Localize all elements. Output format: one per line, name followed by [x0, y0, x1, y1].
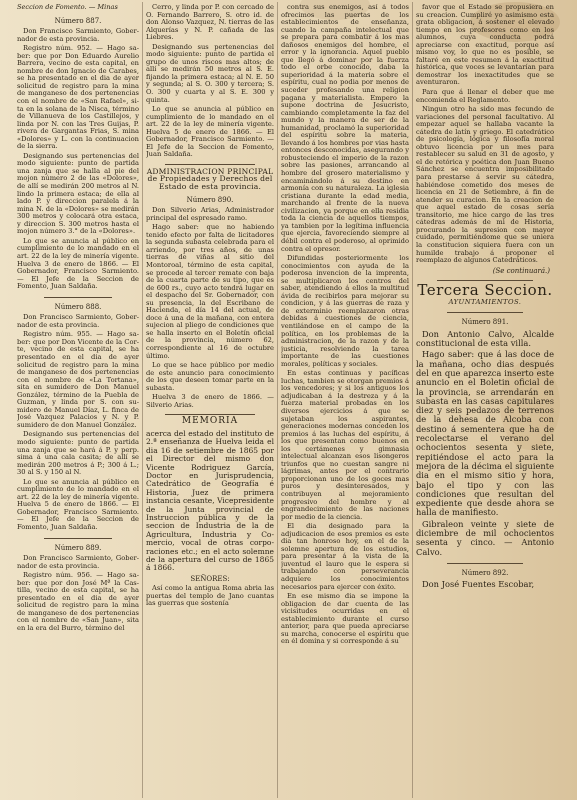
notice-887-para: Lo que se anuncia al público en cumplimiento de lo mandado en el art. 22 de la ley de minería vigente. Huelva 3 de enero de 1866. — El Gobernador, Francisco Sarmiento. — El Jefe de la Seccion de Fomento, Juan Saldaña.	[17, 236, 139, 291]
notice-number-892: Número 892.	[461, 568, 509, 577]
memoria-title: MEMORIA	[181, 416, 239, 427]
notice-891-para: Gibraleon veinte y siete de diciembre de mil ochocientos sesenta y cinco. — Antonio Calvo.	[416, 518, 554, 557]
column-2	[146, 4, 274, 610]
notice-number-890: Número 890.	[186, 195, 234, 204]
memoria-para: Así como la antigua Roma abria las puertas del templo de Jano cuantas las guerras que sostenía	[146, 584, 274, 608]
notice-number-891: Número 891.	[461, 318, 509, 327]
notice-888-para: Lo que se anuncia al público en cumplimiento de lo mandado en el art. 22 de la ley de minería vigente. Huelva 5 de enero de 1866. — El Gobernador, Francisco Sarmiento. — El Jefe de la Seccion de Fomento, Juan Saldaña.	[17, 477, 139, 531]
separator-rule	[44, 297, 111, 298]
memoria-body-para: favor que el Estado se propusiera en su creacion. Cumpliré yo asimismo esta grata obligacion, á sostener el elevado tiempo en los profesores como en los alumnos, cuya conducta podrá apreciarse con exactitud, porque así mismo voy, lo que no es posible, se faltaré en este resumen á la exactitud histórica, que voces se levantarían para demostrar los inexactitudes que se aventuraron.	[416, 4, 554, 87]
separator-rule	[44, 538, 111, 539]
notice-889-cont: Designando sus pertenencias del modo siguiente: punto de partida el grupo de unos riscos mas altos; de allí se medirán 50 metros al S. E. fijando la primera estaca; al N. E. 50 y segunda; al S. O. 300 y tercera; S. O. 300 y cuarta y al S. E. 300 y quinta.	[146, 42, 274, 104]
notice-890-para: Huelva 3 de enero de 1866. — Silverio Arias.	[146, 393, 274, 409]
notice-890-para: Lo que se hace público por medio de este anuncio para conocimiento de los que deseen tomar parte en la subasta.	[146, 361, 274, 392]
separator-rule	[447, 563, 523, 564]
column-1	[17, 4, 139, 635]
column-3	[281, 4, 409, 648]
notice-888-para: Designando sus pertenencias del modo siguiente: punto de partida una zanja que se hará á P. y perp. sima á una cala casita; de allí se medirán 200 metros á P.; 300 á L.; 30 al S. y 150 al N.	[17, 430, 139, 477]
memoria-body-para: contra sus enemigos, así á todos ofrecimos las puertas de los establecimientos de enseñanza, cuando la campaña intelectual que se prepara para combatir á los mas dañosos enemigos del hombre, el error y la ignorancia. Aquel pueblo que llegó á dominar por la fuerza todo el orbe conocido, daba la superioridad á la materia sobre el espíritu, cual no podia por menos de suceder profesando una religion pagana y materialista. Empero la supone doctrina de Jesucristo, cambiando completamente la faz del mundo y la manera de ser de la humanidad, proclamó la superioridad del espíritu sobre la materia, llevando á los hombres por vias hasta entonces desconocidas, asegurando y robusteciendo el imperio de la razon sobre las pasiones, arrancando al hombre del grosero materialismo y encaminándolo á su destino en armonía con su naturaleza. La iglesia cristiana durante la edad media, marchando al frente de la nueva civilizacion, ya porque en ella residia toda la ciencia de aquellos tiempos, ya tambien por la legítima influencia que ejercia, favoreciendo siempre al débil contra el poderoso, al oprimido contra el opresor.	[281, 4, 409, 253]
notice-number-888: Número 888.	[54, 302, 102, 311]
column-divider	[142, 2, 143, 798]
notice-889-cont: Lo que se anuncia al público en cumplimiento de lo mandado en el art. 22 de la ley de minería vigente. Huelva 5 de enero de 1866. — El Gobernador, Francisco Sarmiento. — El Jefe de la Seccion de Fomento, Juan Saldaña.	[146, 105, 274, 159]
notice-889-para: Registro núm. 956. — Hago saber: que por don José Mª la Castilla, vecino de esta capital, se ha presentado en el dia de ayer solicitud de registro para la mina de manganeso de dos pertenencias con el nombre de «San Juan», sita en la era del Burro, término del	[17, 571, 139, 633]
ayuntamientos-heading: AYUNTAMIENTOS.	[448, 297, 522, 306]
continuation-note: (Se continuará.)	[492, 266, 550, 275]
notice-889-para: Don Francisco Sarmiento, Gobernador de esta provincia.	[17, 554, 139, 570]
column-divider	[412, 2, 413, 798]
memoria-body-para: En ese mismo dia se impone la obligacion de dar cuenta de las vicisitudes ocurridas en el establecimiento durante el curso anterior, para que pueda apreciarse su marcha, conocerse el espíritu que en él domina y si corresponde á su	[281, 592, 409, 646]
notice-892-para: Don José Fuentes Escobar,	[422, 579, 535, 590]
memoria-heading-text: acerca del estado del instituto de 2.ª enseñanza de Huelva leida el dia 16 de setiembre de 1865 por el Director del mismo don Vicente Rodriguez García, Doctor en Jurisprudencia, Catedrático de Geografía é Historia, Juez de primera instancia cesante, Vicepresidente de la Junta provincial de Instruccion pública y de la seccion de Industria de la de Agricultura, Industria y Comercio, vocal de otras corporaciones etc.; en el acto solemne de la apertura del curso de 1865 á 1866.	[146, 428, 274, 573]
notice-890-para: Don Silverio Arias, Administrador principal del espresado ramo.	[146, 206, 274, 222]
senores-heading: SEÑORES:	[190, 574, 230, 583]
notice-number-887: Número 887.	[54, 16, 102, 25]
column-4	[416, 4, 554, 592]
memoria-body-para: En estas continuas y pacíficas luchas, tambien se otorgan premios á los vencedores; y si los antiguos los adjudicaban á la destreza y á la fuerza material probadas en los diversos ejercicios á que se sujetaban los aspirantes, generaciones modernas conceden los premios á las luchas del espíritu, á los que presentan como buenos en los certámenes y gimnasia intelectual alcanzan esos lisongeros triunfos que no cuestan sangre ni lágrimas, antes por el contrario proporcionan uno de los goces mas puros y desinteresados, y contribuyen al mejoramiento progresivo del hombre y al engrandecimiento de las naciones por medio de la ciencia.	[281, 369, 409, 521]
notice-887-para: Designando sus pertenencias del modo siguiente: punto de partida una zanja que se halla al pie del mojon número 2 de las «Dolores», de allí se medirán 200 metros al N. lindo la primera estaca; de ella al lado P. y direccion paralela á la mina N. de la «Dolores» se medirán 300 metros y colocará otra estaca, y direccion S. 300 metros hasta el mojon número 3.° de la «Dolores».	[17, 151, 139, 236]
notice-890-para: Hago saber: que no habiendo tenido efecto por falta de licitadores la segunda subasta celebrada para el arriendo, por tres años, de unas tierras de viñas al sitio del Montoroal, término de esta capital, se procede al tercer remate con baja de la cuarta parte de su tipo, que es de 600 rs., cuyo acto tendrá lugar en el despacho del Sr. Gobernador, con su presencia, la del Escribano de Hacienda, el día 14 del actual, de doce á una de la mañana, con entera sujecion al pliego de condiciones que se halla inserto en el Boletín oficial de la provincia, número 62, correspondiente al 16 de octubre último.	[146, 223, 274, 360]
notice-888-para: Registro núm. 955. — Hago saber: que por Don Vicente de la Corte, vecino de esta capital, se ha presentado en el dia de ayer solicitud de registro para la mina de manganeso de dos pertenencias con el nombre de «La Tortana», sita en sumidero de Don Manuel González, término de la Puebla de Guzman, y linda por S. con sumidero de Manuel Díaz, L. finca de José Vazquez Palacios y N. y P. sumidero de don Manuel González.	[17, 330, 139, 429]
column-divider	[277, 2, 278, 798]
memoria-body-para: El dia designado para la adjudicacion de esos premios es este dia tan honroso hoy, en el de la solemne apertura de los estudios, para presentar á la vista de la juventud el lauro que le espera si trabajando con perseverancia adquiere los conocimientos necesarios para ejercer con éxito.	[281, 522, 409, 591]
notice-891-para: Don Antonio Calvo, Alcalde constitucional de esta villa.	[416, 328, 554, 349]
separator-rule	[165, 164, 255, 165]
memoria-body-para: Ningun otro ha sido mas fecundo de variaciones del personal facultativo. Al empezar aquel se hallaba vacante la cátedra de latín y griego. El catedrático de psicología, lógica y filosofía moral obtuvo licencia por un mes para restablecer su salud en 31 de agosto, y el de retórica y poética don Juan Bueno Sánchez se encuentra imposibilitado para prestarse á servir su cátedra, habiéndose cometido dos meses de licencia en 21 de Setiembre, á fin de atender su curacion. En la creacion de que aquel estado de cosas sería transitorio, me hice cargo de las tres cátedras además de mi de Historia, procurando la supresion con mayor cuidado, permitiéndome que se uniera la constitucion siquiera fuera con un humilde trabajo á proponer el reemplazo de algunos Catedráticos.	[416, 105, 554, 265]
notice-887-para: Registro núm. 952. — Hago saber: que por Don Eduardo Aurelio Barrera, vecino de esta capital, en nombre de don Ignacio de Carabes, se ha presentado en el dia de ayer solicitud de registro para la mina de manganeso de dos pertenencias con el nombre de «San Rafael», sita en la solana de la Nisca, término de Villanueva de los Castillejos, y linda por N. con las Tres Guijas, P. rivera de Gargantas Frias, S. mina «Dolores» y L. con la continuacion de la sierra.	[17, 44, 139, 151]
notice-number-889: Número 889.	[54, 543, 102, 552]
tercera-seccion-title: Tercera Seccion.	[417, 281, 553, 300]
admin-title: ADMINISTRACION PRINCIPAL de Propiedades y Derechos del Estado de esta provincia.	[146, 166, 274, 192]
notice-891-para: Hago saber: que á las doce de la mañana, ocho dias después del en que aparezca inserto este anuncio en el Boletin oficial de la provincia, se arrendarán en subasta en las casas capitulares diez y seis pedazos de terrenos de la dehesa de Alcoba con destino á sementera que ha de recolectarse el verano del ochocientos sesenta y siete, repitiéndose el acto para la mejora de la décima el siguiente dia en el mismo sitio y hora, bajo el tipo y con las condiciones que resultan del expediente que desde ahora se halla de manifiesto.	[416, 349, 554, 518]
separator-rule	[165, 414, 255, 415]
section-header: Seccion de Fomento. — Minas	[17, 4, 118, 11]
notice-887-para: Don Francisco Sarmiento, Gobernador de esta provincia.	[17, 27, 139, 43]
memoria-body-para: Difundidas posteriormente los conocimientos con ayuda de la poderosa invencion de la imprenta, se multiplicaron los centros del saber, atendiendo á ellos la multitud ávida de recibirlos para mejorar su condicion, y á las guerras de raza y de exterminio reemplazaron otras debidas á cuestiones de ciencia, ventilándose en el campo de la política, en los problemas de la administracion, de la razon y de la justicia, resolviendo la tarea importante de las cuestiones morales, políticas y sociales.	[281, 254, 409, 368]
notice-889-cont: Cerro, y linda por P. con cercado de O. Fernando Barrero, S. otro id. de don Alonso Vazquez, N. tierras de las Alquerías y N. P. cañada de las Liebres.	[146, 4, 274, 42]
memoria-body-para: Para que á llenar el deber que me encomienda el Reglamento.	[416, 88, 554, 104]
separator-rule	[447, 312, 523, 313]
notice-888-para: Don Francisco Sarmiento, Gobernador de esta provincia.	[17, 313, 139, 329]
